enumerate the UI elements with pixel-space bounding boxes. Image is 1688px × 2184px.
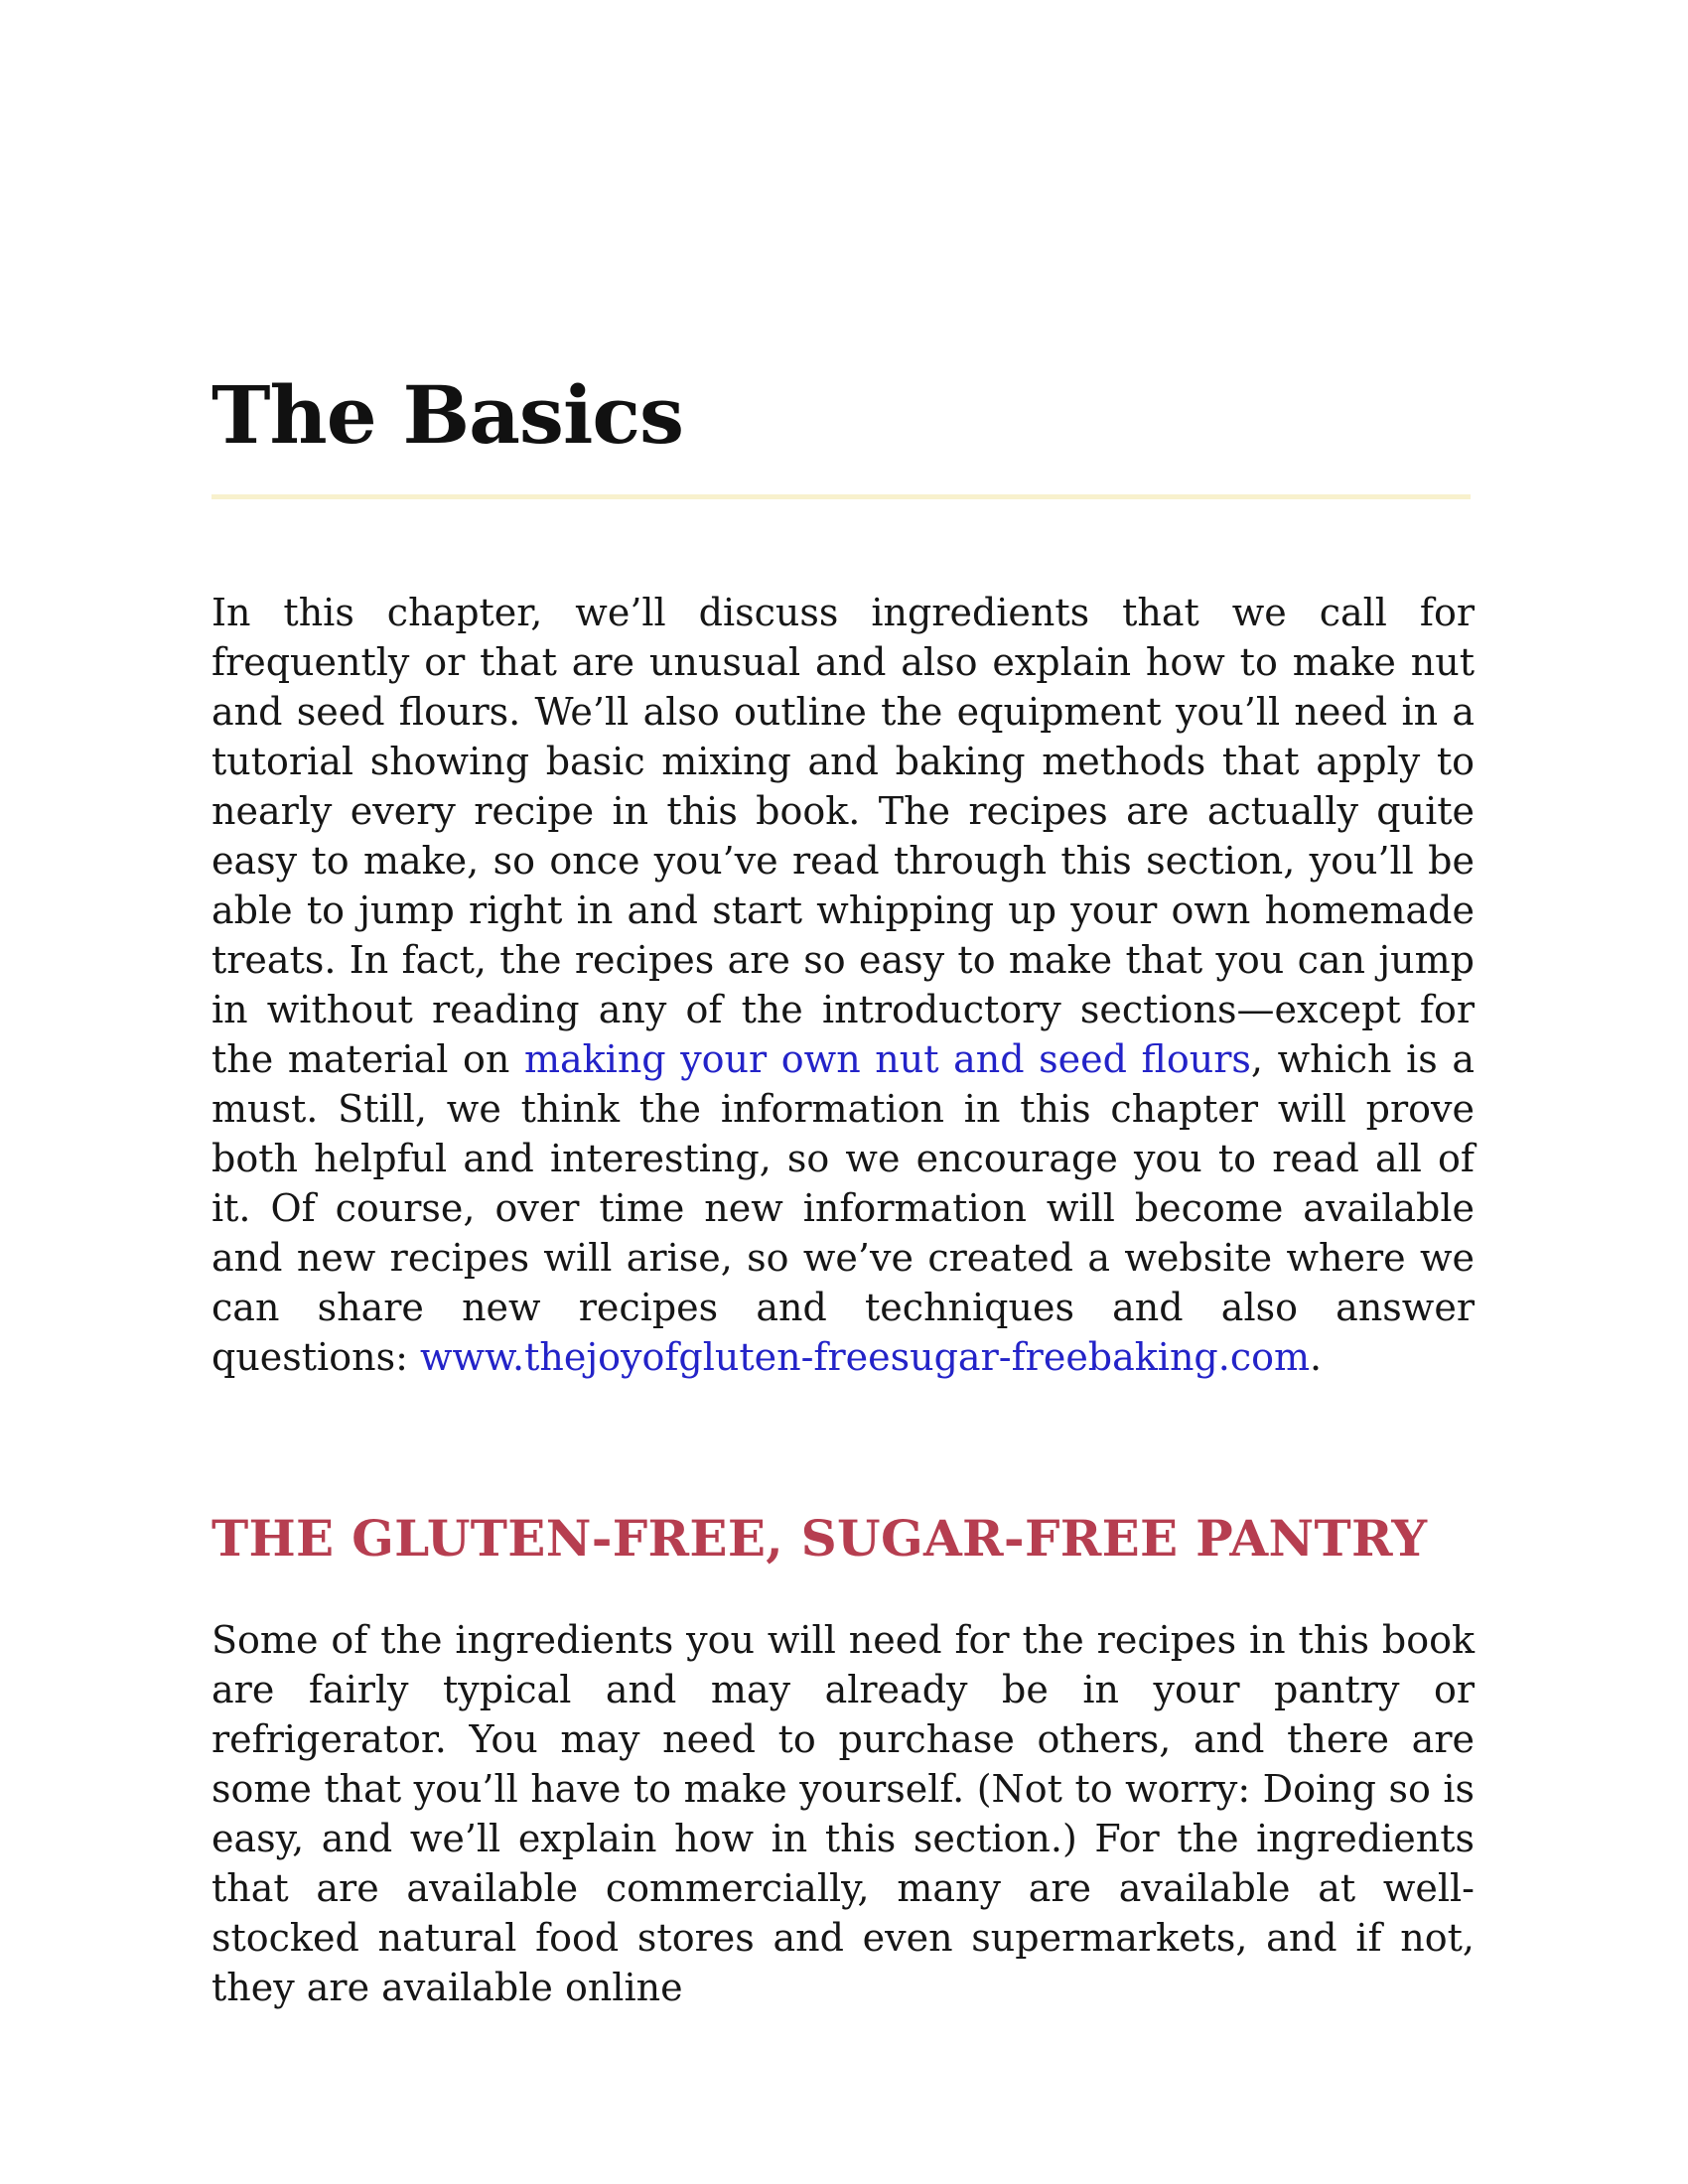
intro-text-part-3: . (1310, 1335, 1323, 1379)
pantry-section-heading: THE GLUTEN-FREE, SUGAR-FREE PANTRY (211, 1509, 1428, 1568)
title-divider (211, 494, 1471, 499)
nut-seed-flours-link[interactable]: making your own nut and seed flours (523, 1037, 1251, 1081)
pantry-paragraph: Some of the ingredients you will need for the recipes in this book are fairly typical and may already be in your pantry or refrigerator. You may need to purchase others, and there are some that you’ll have to make yourself. (Not to worry: Doing so is easy, and we’ll explain how in this section.) For the ingredients that are available commercially, many are available at well-stocked natural food stores and even supermarkets, and if not, they are available online (211, 1618, 1475, 2009)
chapter-title: The Basics (211, 368, 684, 462)
website-link[interactable]: www.thejoyofgluten-freesugar-freebaking.com (419, 1335, 1311, 1379)
intro-text-part-1: In this chapter, we’ll discuss ingredients that we call for frequently or that are unusual and also explain how to make nut and seed flours. We’ll also outline the equipment you’ll need in a tutorial showing basic mixing and baking methods that apply to nearly every recipe in this book. The recipes are actually quite easy to make, so once you’ve read through this section, you’ll be able to jump right in and start whipping up your own homemade treats. In fact, the recipes are so easy to make that you can jump in without reading any of the introductory sections—except for the material on (211, 591, 1475, 1081)
intro-paragraph (211, 588, 1475, 1382)
intro-text-part-2: , which is a must. Still, we think the information in this chapter will prove both helpful and interesting, so we encourage you to read all of it. Of course, over time new information will become available and new recipes will arise, so we’ve created a website where we can share new recipes and techniques and also answer questions: (211, 1037, 1475, 1379)
